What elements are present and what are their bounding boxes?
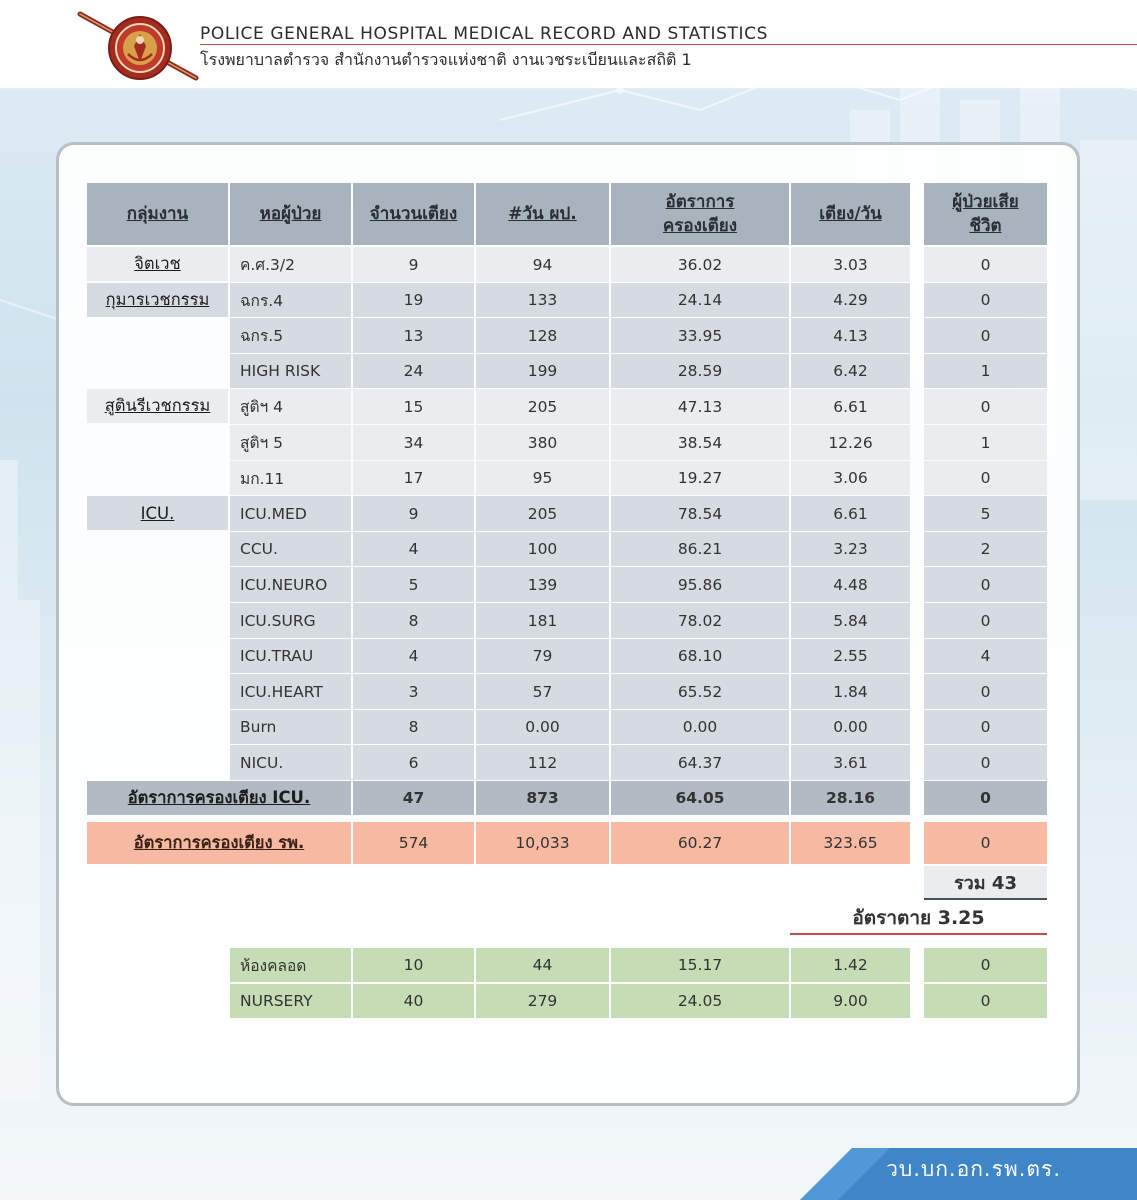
table-cell-rate: 95.86 (611, 567, 789, 602)
table-cell-days: 94 (476, 247, 609, 282)
table-cell-days: 95 (476, 461, 609, 495)
table-cell-beds: 15 (353, 389, 474, 424)
table-cell-per_day: 2.55 (791, 639, 910, 673)
extra-cell-ward: ห้องคลอด (230, 948, 351, 982)
table-cell-per_day: 1.84 (791, 674, 910, 709)
table-cell-per_day: 12.26 (791, 425, 910, 460)
table-cell-deaths: 0 (924, 318, 1047, 353)
table-cell-beds: 8 (353, 603, 474, 638)
hospital-total-rate: 60.27 (611, 822, 789, 864)
group-label: กุมารเวชกรรม (87, 283, 228, 317)
table-cell-beds: 8 (353, 710, 474, 744)
extra-cell-beds: 40 (353, 984, 474, 1018)
table-cell-ward: NICU. (230, 745, 351, 780)
extra-cell-rate: 24.05 (611, 984, 789, 1018)
table-cell-days: 57 (476, 674, 609, 709)
table-cell-rate: 47.13 (611, 389, 789, 424)
table-cell-days: 100 (476, 532, 609, 566)
table-cell-days: 380 (476, 425, 609, 460)
col-header-patient-days: #วัน ผป. (476, 183, 609, 245)
col-header-ward: หอผู้ป่วย (230, 183, 351, 245)
header-subtitle: โรงพยาบาลตำรวจ สำนักงานตำรวจแห่งชาติ งานเวชระเบียนและสถิติ 1 (200, 50, 692, 69)
table-cell-deaths: 0 (924, 745, 1047, 780)
icu-total-beds: 47 (353, 781, 474, 815)
table-cell-per_day: 3.23 (791, 532, 910, 566)
table-cell-days: 199 (476, 354, 609, 388)
table-cell-beds: 3 (353, 674, 474, 709)
hospital-total-beds: 574 (353, 822, 474, 864)
extra-cell-days: 279 (476, 984, 609, 1018)
hospital-seal-icon (76, 10, 200, 82)
hospital-total-per_day: 323.65 (791, 822, 910, 864)
col-header-deaths: ผู้ป่วยเสีย ชีวิต (924, 183, 1047, 245)
table-cell-deaths: 5 (924, 496, 1047, 531)
table-cell-ward: สูติฯ 4 (230, 389, 351, 424)
table-cell-per_day: 6.61 (791, 389, 910, 424)
table-cell-ward: มก.11 (230, 461, 351, 495)
table-cell-days: 139 (476, 567, 609, 602)
table-cell-ward: ICU.NEURO (230, 567, 351, 602)
table-cell-days: 181 (476, 603, 609, 638)
hospital-total-days: 10,033 (476, 822, 609, 864)
icu-total-days: 873 (476, 781, 609, 815)
table-cell-ward: ฉกร.4 (230, 283, 351, 317)
table-cell-deaths: 0 (924, 283, 1047, 317)
table-cell-rate: 65.52 (611, 674, 789, 709)
table-cell-per_day: 4.29 (791, 283, 910, 317)
table-cell-rate: 19.27 (611, 461, 789, 495)
table-cell-days: 205 (476, 389, 609, 424)
table-cell-deaths: 0 (924, 247, 1047, 282)
table-cell-ward: สูติฯ 5 (230, 425, 351, 460)
table-cell-per_day: 6.61 (791, 496, 910, 531)
table-cell-days: 0.00 (476, 710, 609, 744)
table-cell-deaths: 0 (924, 461, 1047, 495)
table-cell-ward: ICU.TRAU (230, 639, 351, 673)
col-header-group: กลุ่มงาน (87, 183, 228, 245)
table-cell-rate: 38.54 (611, 425, 789, 460)
table-cell-deaths: 0 (924, 567, 1047, 602)
table-cell-rate: 33.95 (611, 318, 789, 353)
table-cell-beds: 17 (353, 461, 474, 495)
col-header-beds: จำนวนเตียง (353, 183, 474, 245)
table-cell-beds: 5 (353, 567, 474, 602)
table-cell-ward: Burn (230, 710, 351, 744)
table-cell-rate: 0.00 (611, 710, 789, 744)
table-cell-beds: 6 (353, 745, 474, 780)
table-cell-beds: 9 (353, 496, 474, 531)
extra-cell-deaths: 0 (924, 948, 1047, 982)
table-cell-ward: ฉกร.5 (230, 318, 351, 353)
group-label: สูตินรีเวชกรรม (87, 389, 228, 423)
col-header-occupancy-rate: อัตราการ ครองเตียง (611, 183, 789, 245)
table-cell-deaths: 4 (924, 639, 1047, 673)
extra-cell-deaths: 0 (924, 984, 1047, 1018)
mortality-rate: อัตราตาย 3.25 (790, 903, 1047, 935)
icu-total-rate: 64.05 (611, 781, 789, 815)
table-cell-ward: ICU.SURG (230, 603, 351, 638)
table-cell-rate: 86.21 (611, 532, 789, 566)
table-cell-deaths: 0 (924, 674, 1047, 709)
table-cell-days: 205 (476, 496, 609, 531)
table-cell-ward: HIGH RISK (230, 354, 351, 388)
table-cell-ward: ICU.HEART (230, 674, 351, 709)
table-cell-deaths: 0 (924, 389, 1047, 424)
extra-cell-beds: 10 (353, 948, 474, 982)
table-cell-per_day: 3.61 (791, 745, 910, 780)
total-deaths: รวม 43 (924, 866, 1047, 900)
table-cell-per_day: 0.00 (791, 710, 910, 744)
table-cell-beds: 34 (353, 425, 474, 460)
extra-cell-days: 44 (476, 948, 609, 982)
table-cell-ward: ICU.MED (230, 496, 351, 531)
footer-label: วบ.บก.อก.รพ.ตร. (886, 1157, 1061, 1181)
table-cell-ward: ค.ศ.3/2 (230, 247, 351, 282)
table-cell-rate: 68.10 (611, 639, 789, 673)
extra-cell-per_day: 9.00 (791, 984, 910, 1018)
table-cell-days: 112 (476, 745, 609, 780)
table-cell-deaths: 0 (924, 710, 1047, 744)
table-cell-beds: 9 (353, 247, 474, 282)
table-cell-per_day: 4.48 (791, 567, 910, 602)
hospital-total-deaths: 0 (924, 822, 1047, 864)
header-divider (200, 44, 1137, 45)
table-cell-rate: 78.02 (611, 603, 789, 638)
table-cell-beds: 24 (353, 354, 474, 388)
table-cell-beds: 4 (353, 532, 474, 566)
icu-total-deaths: 0 (924, 781, 1047, 815)
col-header-beds-per-day: เตียง/วัน (791, 183, 910, 245)
table-cell-per_day: 6.42 (791, 354, 910, 388)
table-cell-per_day: 4.13 (791, 318, 910, 353)
extra-cell-rate: 15.17 (611, 948, 789, 982)
table-cell-deaths: 1 (924, 425, 1047, 460)
table-cell-ward: CCU. (230, 532, 351, 566)
table-cell-deaths: 0 (924, 603, 1047, 638)
table-cell-days: 128 (476, 318, 609, 353)
table-cell-deaths: 2 (924, 532, 1047, 566)
table-cell-days: 133 (476, 283, 609, 317)
table-cell-per_day: 5.84 (791, 603, 910, 638)
header-title: POLICE GENERAL HOSPITAL MEDICAL RECORD AND STATISTICS (200, 24, 768, 44)
table-cell-beds: 4 (353, 639, 474, 673)
extra-cell-ward: NURSERY (230, 984, 351, 1018)
table-cell-per_day: 3.06 (791, 461, 910, 495)
table-cell-rate: 28.59 (611, 354, 789, 388)
table-cell-deaths: 1 (924, 354, 1047, 388)
table-cell-rate: 36.02 (611, 247, 789, 282)
table-cell-rate: 64.37 (611, 745, 789, 780)
table-cell-days: 79 (476, 639, 609, 673)
table-cell-per_day: 3.03 (791, 247, 910, 282)
hospital-total-label: อัตราการครองเตียง รพ. (87, 822, 351, 864)
group-label: จิตเวช (87, 247, 228, 281)
table-cell-rate: 78.54 (611, 496, 789, 531)
extra-cell-per_day: 1.42 (791, 948, 910, 982)
group-label: ICU. (87, 496, 228, 530)
page-header (0, 0, 1137, 88)
icu-total-label: อัตราการครองเตียง ICU. (87, 781, 351, 815)
table-cell-rate: 24.14 (611, 283, 789, 317)
table-cell-beds: 19 (353, 283, 474, 317)
table-cell-beds: 13 (353, 318, 474, 353)
icu-total-per_day: 28.16 (791, 781, 910, 815)
